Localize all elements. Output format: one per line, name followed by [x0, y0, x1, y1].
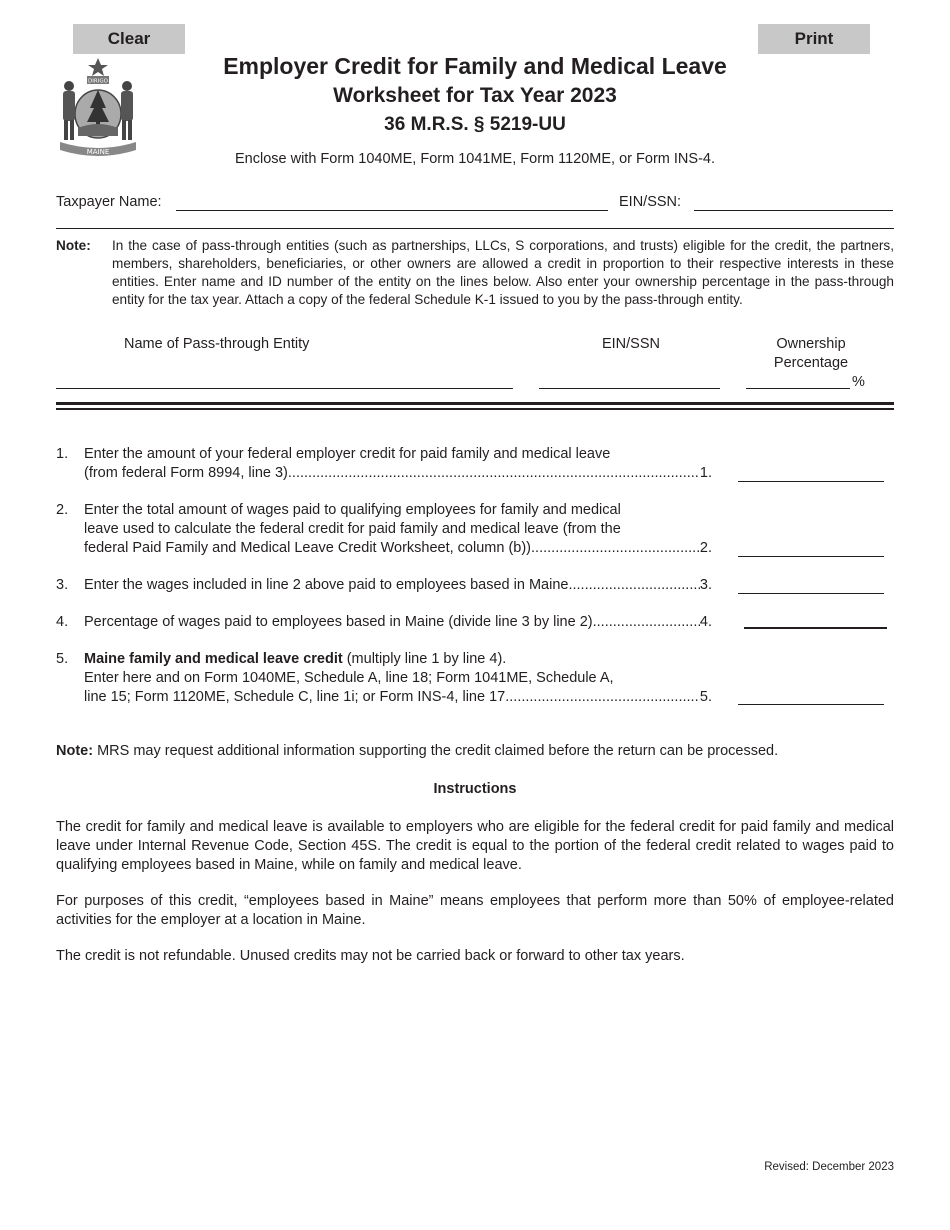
- line-4: [56, 613, 896, 632]
- line-1: [56, 445, 896, 483]
- line-3-amount-field[interactable]: [738, 593, 884, 594]
- statute-reference: 36 M.R.S. § 5219-UU: [384, 114, 566, 135]
- line-5-bold-title: Maine family and medical leave credit: [84, 651, 343, 667]
- percent-sign: %: [852, 374, 865, 390]
- enclose-instruction: Enclose with Form 1040ME, Form 1041ME, Form 1120ME, or Form INS-4.: [235, 151, 715, 167]
- line-text: line 15; Form 1120ME, Schedule C, line 1i; or Form INS-4, line 17.: [84, 689, 510, 705]
- taxpayer-name-field[interactable]: [176, 210, 608, 211]
- line-ref: 4.: [699, 614, 712, 630]
- line-text: leave used to calculate the federal credit for paid family and medical leave (from the: [84, 521, 621, 537]
- ownership-header: [748, 335, 874, 373]
- line-5-credit-field[interactable]: [738, 704, 884, 705]
- ownership-header-line1: Ownership: [776, 336, 846, 352]
- clear-button[interactable]: Clear: [73, 24, 185, 54]
- leader-dots: [292, 464, 700, 483]
- line-text: Enter the amount of your federal employer credit for paid family and medical leave: [84, 446, 611, 462]
- divider: [56, 228, 894, 229]
- entity-ein-field[interactable]: [539, 388, 720, 389]
- line-number: 4.: [56, 614, 69, 630]
- form-subtitle: Worksheet for Tax Year 2023: [333, 84, 617, 107]
- note-label: Note:: [56, 743, 94, 759]
- double-rule-top: [56, 402, 894, 405]
- leader-dots: [597, 613, 700, 632]
- taxpayer-ein-field[interactable]: [694, 210, 893, 211]
- line-ref: 5.: [699, 689, 712, 705]
- instructions-heading: Instructions: [433, 781, 517, 797]
- form-title: Employer Credit for Family and Medical Leave: [223, 53, 727, 79]
- revised-date: Revised: December 2023: [764, 1161, 894, 1173]
- line-5: [56, 650, 896, 707]
- entity-name-header: Name of Pass-through Entity: [124, 336, 310, 352]
- line-text: Enter the total amount of wages paid to qualifying employees for family and medical: [84, 502, 621, 518]
- taxpayer-ein-label: EIN/SSN:: [619, 194, 682, 210]
- line-text: federal Paid Family and Medical Leave Credit Worksheet, column (b)).: [84, 540, 536, 556]
- line-text: Enter here and on Form 1040ME, Schedule A, line 18; Form 1041ME, Schedule A,: [84, 670, 614, 686]
- instructions-paragraph-1: The credit for family and medical leave is available to employers who are eligible for the federal credit for paid family and medical leave under Internal Revenue Code, Section 45S. The credit is equal to the portion of the federal credit related to wages paid to qualifying employees based in Maine, while on family and medical leave.: [56, 819, 894, 873]
- entity-ein-header: EIN/SSN: [601, 336, 660, 352]
- line-ref: 3.: [699, 577, 712, 593]
- line-2-amount-field[interactable]: [738, 556, 884, 557]
- pass-through-note: [56, 237, 894, 309]
- mrs-note: [56, 742, 894, 761]
- line-4-percentage-field[interactable]: [744, 627, 887, 629]
- line-3: [56, 576, 896, 595]
- leader-dots: [535, 539, 700, 558]
- entity-name-field[interactable]: [56, 388, 513, 389]
- note-label: Note:: [56, 238, 91, 253]
- line-number: 5.: [56, 651, 69, 667]
- note-text: MRS may request additional information supporting the credit claimed before the return can be processed.: [93, 743, 779, 759]
- note-text: In the case of pass-through entities (such as partnerships, LLCs, S corporations, and trusts) eligible for the credit, the partners, members, shareholders, beneficiaries, or other owners are allowed a credit in proportion to their respective interests in these entities. Enter name and ID number of the entity on the lines below. Also enter your ownership percentage in the pass-through entity for the tax year. Attach a copy of the federal Schedule K-1 issued to you by the pass-through entity.: [112, 238, 894, 307]
- line-ref: 2.: [699, 540, 712, 556]
- line-number: 1.: [56, 446, 69, 462]
- line-number: 2.: [56, 502, 69, 518]
- line-1-amount-field[interactable]: [738, 481, 884, 482]
- line-number: 3.: [56, 577, 69, 593]
- line-ref: 1.: [699, 465, 712, 481]
- line-text: Enter the wages included in line 2 above paid to employees based in Maine.: [84, 577, 573, 593]
- line-text: (multiply line 1 by line 4).: [342, 651, 507, 667]
- line-text: Percentage of wages paid to employees based in Maine (divide line 3 by line 2).: [84, 614, 597, 630]
- print-button[interactable]: Print: [758, 24, 870, 54]
- line-text: (from federal Form 8994, line 3).: [84, 465, 292, 481]
- seal-banner: DIRIGO: [88, 78, 108, 85]
- leader-dots: [572, 576, 699, 595]
- instructions-paragraph-3: The credit is not refundable. Unused credits may not be carried back or forward to other tax years.: [56, 948, 685, 964]
- instructions-paragraph-2: For purposes of this credit, “employees based in Maine” means employees that perform more than 50% of employee-related activities for the employer at a location in Maine.: [56, 893, 894, 928]
- ownership-header-line2: Percentage: [773, 355, 849, 371]
- line-2: [56, 501, 896, 558]
- double-rule-bottom: [56, 408, 894, 410]
- taxpayer-name-label: Taxpayer Name:: [56, 194, 162, 210]
- ownership-percentage-field[interactable]: [746, 388, 850, 389]
- seal-ribbon: MAINE: [86, 148, 110, 156]
- leader-dots: [509, 688, 700, 707]
